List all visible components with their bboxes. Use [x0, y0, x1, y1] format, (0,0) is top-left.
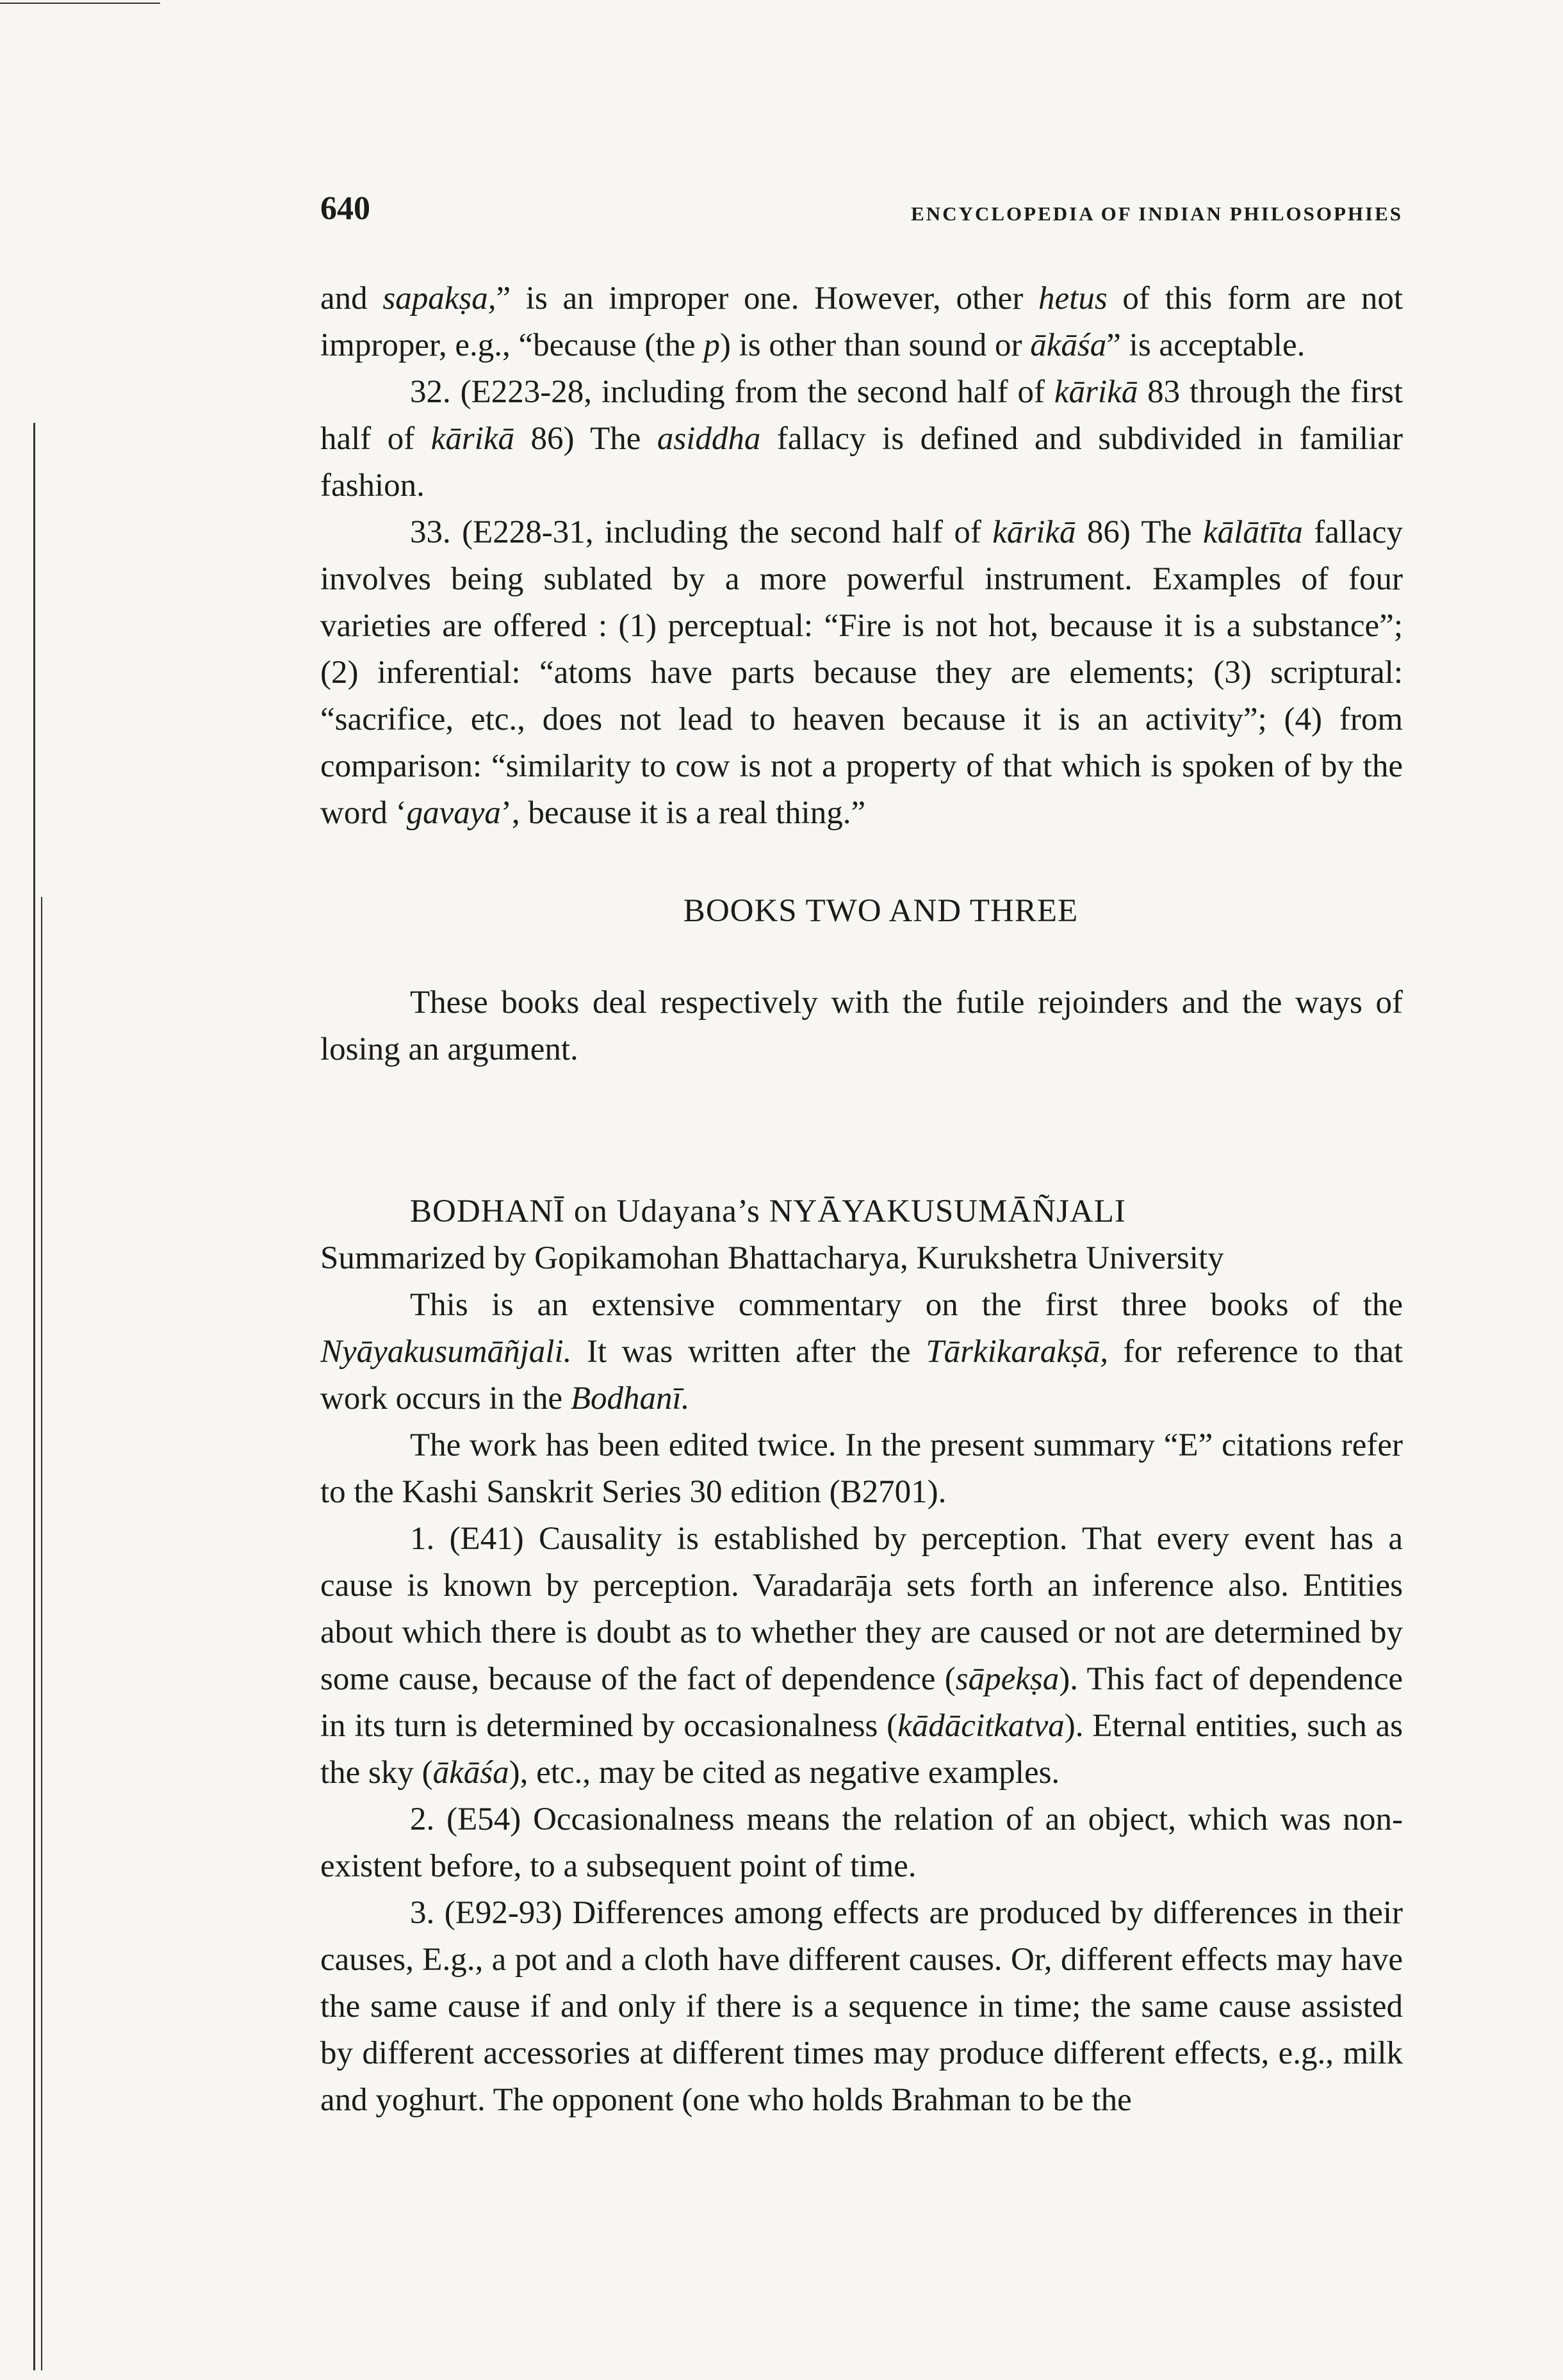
section-heading-books-two-three: BOOKS TWO AND THREE: [683, 893, 1079, 929]
paragraph-intro: This is an extensive commentary on the first three books of the Nyāyakusumāñjali. It was written after the Tārkikarakṣā, for reference to that work occurs in the Bodhanī.: [320, 1287, 1403, 1416]
paragraph-continuation: and sapakṣa,” is an improper one. However, other hetus of this form are not improper, e.g., “because (the p) is other than sound or ākāśa” is acceptable.: [320, 281, 1403, 363]
scan-edge-left: [33, 423, 35, 2370]
page-header: [320, 190, 1403, 228]
page-number: 640: [320, 190, 370, 227]
paragraph-33: 33. (E228-31, including the second half of kārikā 86) The kālātīta fallacy involves being sublated by a more powerful instrument. Examples of four varieties are offered : (1) perceptual: “Fire is not hot, because it is a substance”; (2) inferential: “atoms have parts because they are elements; (3) scriptural: “sacrifice, etc., does not lead to heaven because it is an activity”; (4) from comparison: “similarity to cow is not a property of that which is spoken of by the word ‘gavaya’, because it is a real thing.”: [320, 514, 1403, 831]
scan-edge-left-inner: [41, 897, 42, 2370]
paragraph-32: 32. (E223-28, including from the second half of kārikā 83 through the first half of kārikā 86) The asiddha fallacy is defined and subdivided in familiar fashion.: [320, 374, 1403, 504]
body-text: [320, 275, 1403, 2124]
paragraph-edited: The work has been edited twice. In the present summary “E” citations refer to the Kashi Sanskrit Series 30 edition (B2701).: [320, 1427, 1403, 1510]
paragraph-3: 3. (E92-93) Differences among effects are produced by differences in their causes, E.g., a pot and a cloth have different causes. Or, different effects may have the same cause if and only if there is a sequence in time; the same cause assisted by different accessories at different times may produce different effects, e.g., milk and yoghurt. The opponent (one who holds Brahman to be the: [320, 1895, 1403, 2118]
paragraph-1: 1. (E41) Causality is established by perception. That every event has a cause is known by perception. Varadarāja sets forth an inference also. Entities about which there is doubt as to whether they are caused or not are determined by some cause, because of the fact of dependence (sāpekṣa). This fact of dependence in its turn is determined by occasionalness (kādācitkatva). Eternal entities, such as the sky (ākāśa), etc., may be cited as negative examples.: [320, 1521, 1403, 1791]
section-title-bodhani: BODHANĪ on Udayana’s NYĀYAKUSUMĀÑJALI: [410, 1194, 1126, 1229]
paragraph-2: 2. (E54) Occasionalness means the relation of an object, which was non-existent before, to a subsequent point of time.: [320, 1801, 1403, 1884]
running-head: ENCYCLOPEDIA OF INDIAN PHILOSOPHIES: [911, 202, 1403, 225]
summarized-by: Summarized by Gopikamohan Bhattacharya, Kurukshetra University: [320, 1240, 1224, 1276]
scan-edge-top: [0, 3, 160, 4]
paragraph-books: These books deal respectively with the futile rejoinders and the ways of losing an argument.: [320, 985, 1403, 1067]
